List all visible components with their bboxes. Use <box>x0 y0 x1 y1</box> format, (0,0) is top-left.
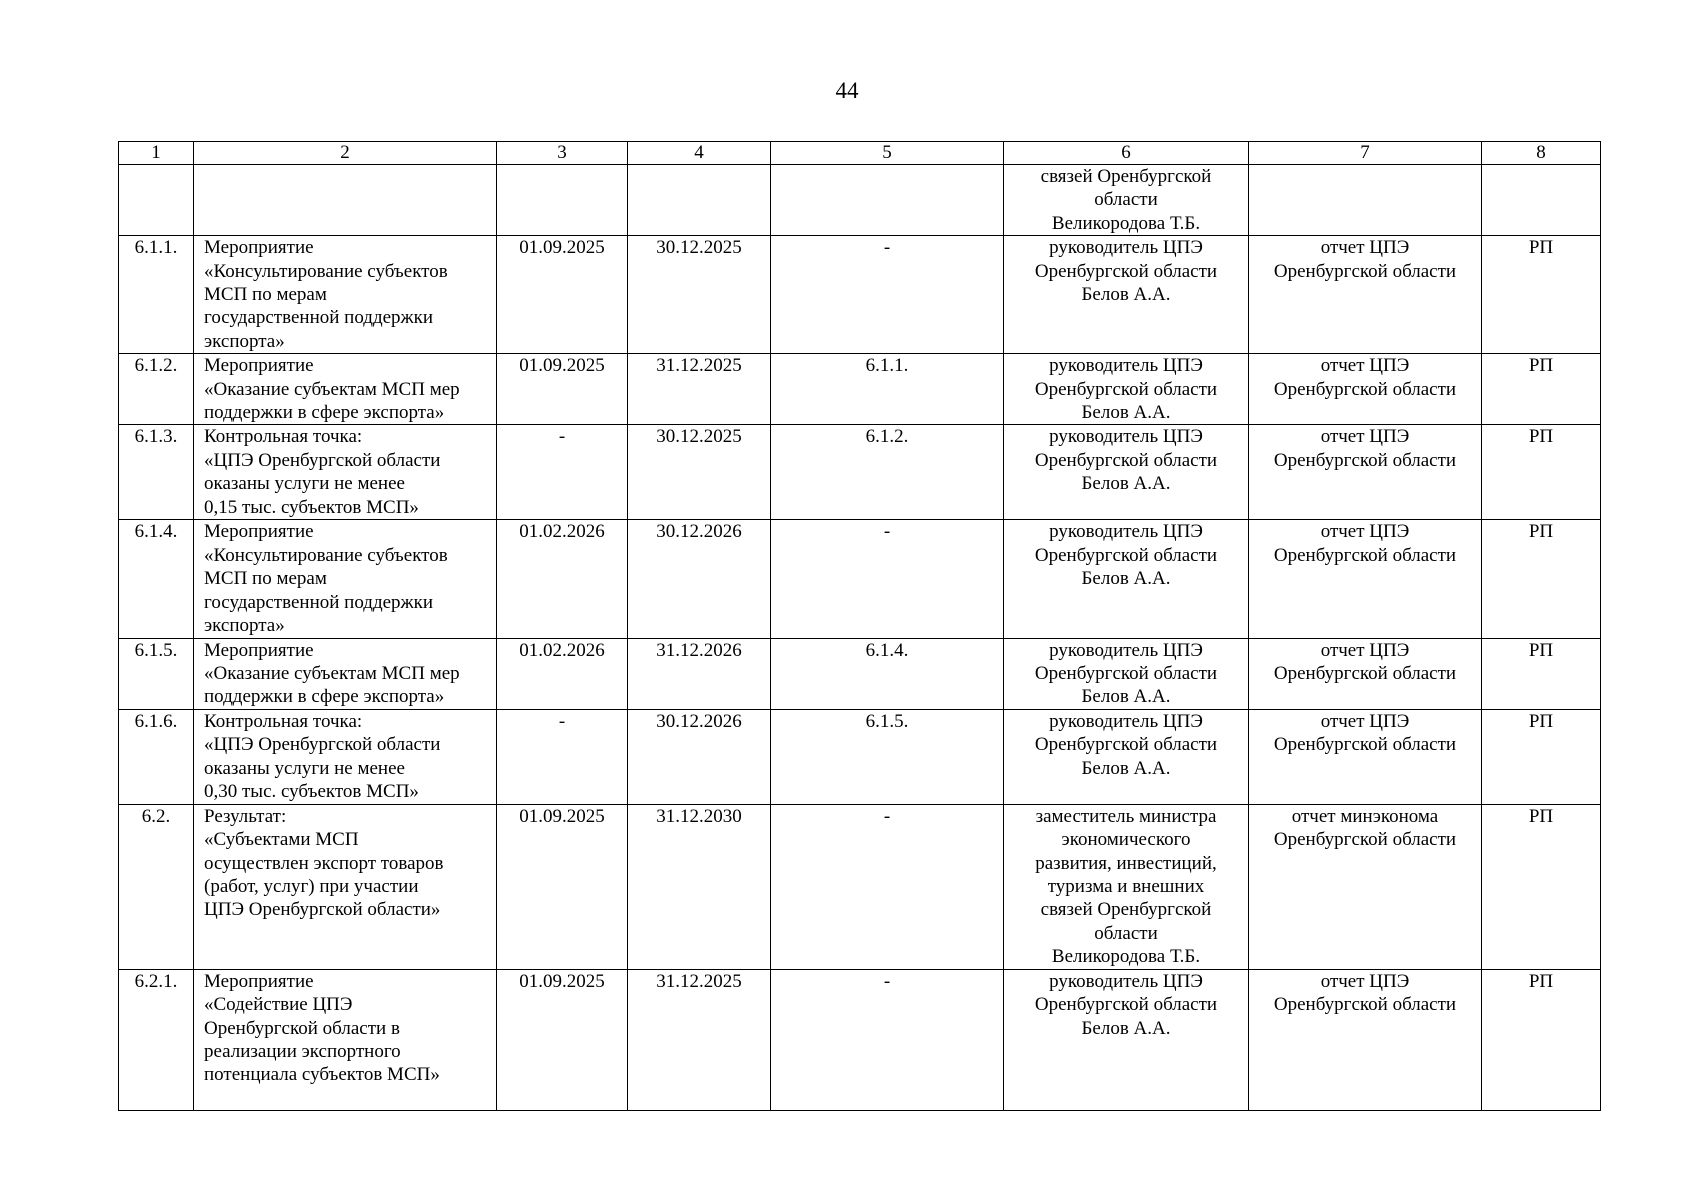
item-name-line: «ЦПЭ Оренбургской области <box>204 734 441 756</box>
table-row <box>119 709 1601 804</box>
item-name-cell <box>194 354 497 425</box>
report-document-line: отчет ЦПЭ <box>1320 970 1410 992</box>
column-number-8: 8 <box>1482 142 1601 165</box>
responsible-person-line: руководитель ЦПЭ <box>1049 237 1203 259</box>
predecessor-cell: - <box>771 236 1004 354</box>
responsible-person-line: Оренбургской области <box>1034 994 1218 1016</box>
item-number-cell <box>119 165 194 236</box>
report-document-cell <box>1249 425 1482 520</box>
responsible-person-line: Белов А.А. <box>1081 568 1171 590</box>
responsible-person-line: связей Оренбургской <box>1040 166 1212 187</box>
start-date-cell: 01.02.2026 <box>497 638 628 709</box>
end-date-cell: 31.12.2026 <box>628 638 771 709</box>
control-level-cell: РП <box>1482 804 1601 969</box>
item-number-cell: 6.1.1. <box>119 236 194 354</box>
responsible-person-line: заместитель министра <box>1035 805 1217 827</box>
control-level-cell: РП <box>1482 236 1601 354</box>
responsible-person-line: Оренбургской области <box>1034 449 1218 471</box>
item-name-line: экспорта» <box>204 330 285 352</box>
item-name-line: «Консультирование субъектов <box>204 544 448 566</box>
end-date-cell: 30.12.2025 <box>628 236 771 354</box>
item-number-cell: 6.1.5. <box>119 638 194 709</box>
responsible-person-line: Оренбургской области <box>1034 662 1218 684</box>
item-name-line: МСП по мерам <box>204 284 327 306</box>
report-document-line: отчет ЦПЭ <box>1320 237 1410 259</box>
item-name-line: «Содействие ЦПЭ <box>204 994 353 1016</box>
end-date-cell: 30.12.2026 <box>628 709 771 804</box>
item-name-line: 0,15 тыс. субъектов МСП» <box>204 496 419 518</box>
item-name-line: «Субъектами МСП <box>204 829 359 851</box>
table-row <box>119 638 1601 709</box>
item-name-line: государственной поддержки <box>204 307 434 329</box>
table-row <box>119 804 1601 969</box>
predecessor-cell: - <box>771 969 1004 1110</box>
item-number-cell: 6.1.2. <box>119 354 194 425</box>
end-date-cell: 31.12.2030 <box>628 804 771 969</box>
responsible-person-line: Белов А.А. <box>1081 284 1171 306</box>
item-name-cell <box>194 638 497 709</box>
responsible-person-line: Белов А.А. <box>1081 473 1171 495</box>
responsible-person-line: развития, инвестиций, <box>1035 852 1217 874</box>
item-name-line: потенциала субъектов МСП» <box>204 1064 440 1086</box>
end-date-cell: 30.12.2025 <box>628 425 771 520</box>
responsible-person-line: Великородова Т.Б. <box>1051 946 1201 968</box>
column-number-1: 1 <box>119 142 194 165</box>
item-name-line: государственной поддержки <box>204 591 434 613</box>
control-level-cell: РП <box>1482 354 1601 425</box>
item-number-cell: 6.2.1. <box>119 969 194 1110</box>
responsible-person-line: руководитель ЦПЭ <box>1049 710 1203 732</box>
responsible-person-cell <box>1004 969 1249 1110</box>
report-document-line: отчет ЦПЭ <box>1320 426 1410 448</box>
control-level-cell: РП <box>1482 520 1601 638</box>
end-date-cell: 30.12.2026 <box>628 520 771 638</box>
start-date-cell <box>497 165 628 236</box>
report-document-cell <box>1249 236 1482 354</box>
item-name-cell <box>194 969 497 1110</box>
item-name-line: поддержки в сфере экспорта» <box>204 402 445 424</box>
predecessor-cell: - <box>771 520 1004 638</box>
item-name-line: ЦПЭ Оренбургской области» <box>204 899 441 921</box>
start-date-cell: 01.09.2025 <box>497 236 628 354</box>
item-name-line: Мероприятие <box>204 521 314 543</box>
table-row <box>119 354 1601 425</box>
start-date-cell: 01.09.2025 <box>497 804 628 969</box>
item-name-line: (работ, услуг) при участии <box>204 875 419 897</box>
responsible-person-line: Оренбургской области <box>1034 260 1218 282</box>
item-name-cell <box>194 165 497 236</box>
report-document-line: Оренбургской области <box>1273 829 1457 851</box>
report-document-line: Оренбургской области <box>1273 260 1457 282</box>
responsible-person-line: руководитель ЦПЭ <box>1049 426 1203 448</box>
report-document-cell <box>1249 804 1482 969</box>
item-name-line: оказаны услуги не менее <box>204 757 405 779</box>
control-level-cell: РП <box>1482 709 1601 804</box>
item-name-line: Мероприятие <box>204 355 314 377</box>
item-name-line: Мероприятие <box>204 639 314 661</box>
table-row <box>119 165 1601 236</box>
table-row <box>119 520 1601 638</box>
item-name-line: «Оказание субъектам МСП мер <box>204 378 460 400</box>
responsible-person-line: Белов А.А. <box>1081 686 1171 708</box>
report-document-line: Оренбургской области <box>1273 734 1457 756</box>
column-number-4: 4 <box>628 142 771 165</box>
responsible-person-line: области <box>1094 922 1158 944</box>
report-document-cell <box>1249 638 1482 709</box>
report-document-cell <box>1249 709 1482 804</box>
start-date-cell: 01.02.2026 <box>497 520 628 638</box>
report-document-line: Оренбургской области <box>1273 544 1457 566</box>
control-level-cell: РП <box>1482 638 1601 709</box>
responsible-person-line: Белов А.А. <box>1081 402 1171 424</box>
report-document-line: Оренбургской области <box>1273 378 1457 400</box>
responsible-person-line: Белов А.А. <box>1081 757 1171 779</box>
responsible-person-line: Оренбургской области <box>1034 734 1218 756</box>
responsible-person-line: руководитель ЦПЭ <box>1049 639 1203 661</box>
column-number-5: 5 <box>771 142 1004 165</box>
item-name-line: реализации экспортного <box>204 1040 401 1062</box>
responsible-person-cell <box>1004 709 1249 804</box>
item-name-line: Контрольная точка: <box>204 426 363 448</box>
report-document-cell <box>1249 165 1482 236</box>
item-name-cell <box>194 804 497 969</box>
responsible-person-cell <box>1004 354 1249 425</box>
responsible-person-line: Оренбургской области <box>1034 378 1218 400</box>
item-name-line: Оренбургской области в <box>204 1017 400 1039</box>
table-row <box>119 425 1601 520</box>
responsible-person-cell <box>1004 804 1249 969</box>
report-document-line: отчет ЦПЭ <box>1320 355 1410 377</box>
responsible-person-line: связей Оренбургской <box>1040 899 1212 921</box>
item-name-line: «Консультирование субъектов <box>204 260 448 282</box>
end-date-cell <box>628 165 771 236</box>
report-document-line: Оренбургской области <box>1273 449 1457 471</box>
responsible-person-line: области <box>1094 189 1158 211</box>
item-name-line: экспорта» <box>204 615 285 637</box>
report-document-line: Оренбургской области <box>1273 994 1457 1016</box>
item-name-line: Мероприятие <box>204 237 314 259</box>
column-number-6: 6 <box>1004 142 1249 165</box>
column-number-7: 7 <box>1249 142 1482 165</box>
responsible-person-line: Белов А.А. <box>1081 1017 1171 1039</box>
item-name-line: Результат: <box>204 805 287 827</box>
report-document-line: отчет ЦПЭ <box>1320 639 1410 661</box>
predecessor-cell: 6.1.5. <box>771 709 1004 804</box>
responsible-person-line: туризма и внешних <box>1047 875 1205 897</box>
item-number-cell: 6.1.4. <box>119 520 194 638</box>
item-name-cell <box>194 425 497 520</box>
report-document-cell <box>1249 969 1482 1110</box>
item-name-line: 0,30 тыс. субъектов МСП» <box>204 780 419 802</box>
item-name-line: МСП по мерам <box>204 568 327 590</box>
report-document-line: отчет ЦПЭ <box>1320 710 1410 732</box>
report-document-cell <box>1249 520 1482 638</box>
start-date-cell: 01.09.2025 <box>497 354 628 425</box>
item-name-line: поддержки в сфере экспорта» <box>204 686 445 708</box>
control-level-cell: РП <box>1482 425 1601 520</box>
plan-table <box>118 141 1601 1111</box>
responsible-person-cell <box>1004 165 1249 236</box>
end-date-cell: 31.12.2025 <box>628 354 771 425</box>
predecessor-cell: - <box>771 804 1004 969</box>
predecessor-cell <box>771 165 1004 236</box>
item-number-cell: 6.1.6. <box>119 709 194 804</box>
table-row <box>119 969 1601 1110</box>
column-number-2: 2 <box>194 142 497 165</box>
report-document-line: отчет ЦПЭ <box>1320 521 1410 543</box>
start-date-cell: - <box>497 709 628 804</box>
control-level-cell: РП <box>1482 969 1601 1110</box>
report-document-line: Оренбургской области <box>1273 662 1457 684</box>
item-number-cell: 6.2. <box>119 804 194 969</box>
responsible-person-line: руководитель ЦПЭ <box>1049 521 1203 543</box>
item-name-line: Мероприятие <box>204 970 314 992</box>
item-name-line: Контрольная точка: <box>204 710 363 732</box>
predecessor-cell: 6.1.1. <box>771 354 1004 425</box>
item-name-line: «ЦПЭ Оренбургской области <box>204 449 441 471</box>
responsible-person-line: руководитель ЦПЭ <box>1049 355 1203 377</box>
column-number-row <box>119 142 1601 165</box>
responsible-person-cell <box>1004 236 1249 354</box>
item-name-line: оказаны услуги не менее <box>204 473 405 495</box>
table-row <box>119 236 1601 354</box>
item-name-cell <box>194 520 497 638</box>
item-name-line: «Оказание субъектам МСП мер <box>204 662 460 684</box>
responsible-person-line: экономического <box>1061 829 1191 851</box>
item-name-cell <box>194 236 497 354</box>
item-name-line: осуществлен экспорт товаров <box>204 852 444 874</box>
control-level-cell <box>1482 165 1601 236</box>
start-date-cell: 01.09.2025 <box>497 969 628 1110</box>
report-document-line: отчет минэконома <box>1291 805 1439 827</box>
page-number: 44 <box>835 78 859 103</box>
responsible-person-line: Оренбургской области <box>1034 544 1218 566</box>
start-date-cell: - <box>497 425 628 520</box>
predecessor-cell: 6.1.4. <box>771 638 1004 709</box>
responsible-person-cell <box>1004 520 1249 638</box>
responsible-person-line: руководитель ЦПЭ <box>1049 970 1203 992</box>
responsible-person-cell <box>1004 638 1249 709</box>
item-number-cell: 6.1.3. <box>119 425 194 520</box>
item-name-cell <box>194 709 497 804</box>
column-number-3: 3 <box>497 142 628 165</box>
report-document-cell <box>1249 354 1482 425</box>
predecessor-cell: 6.1.2. <box>771 425 1004 520</box>
responsible-person-cell <box>1004 425 1249 520</box>
responsible-person-line: Великородова Т.Б. <box>1051 212 1201 234</box>
end-date-cell: 31.12.2025 <box>628 969 771 1110</box>
